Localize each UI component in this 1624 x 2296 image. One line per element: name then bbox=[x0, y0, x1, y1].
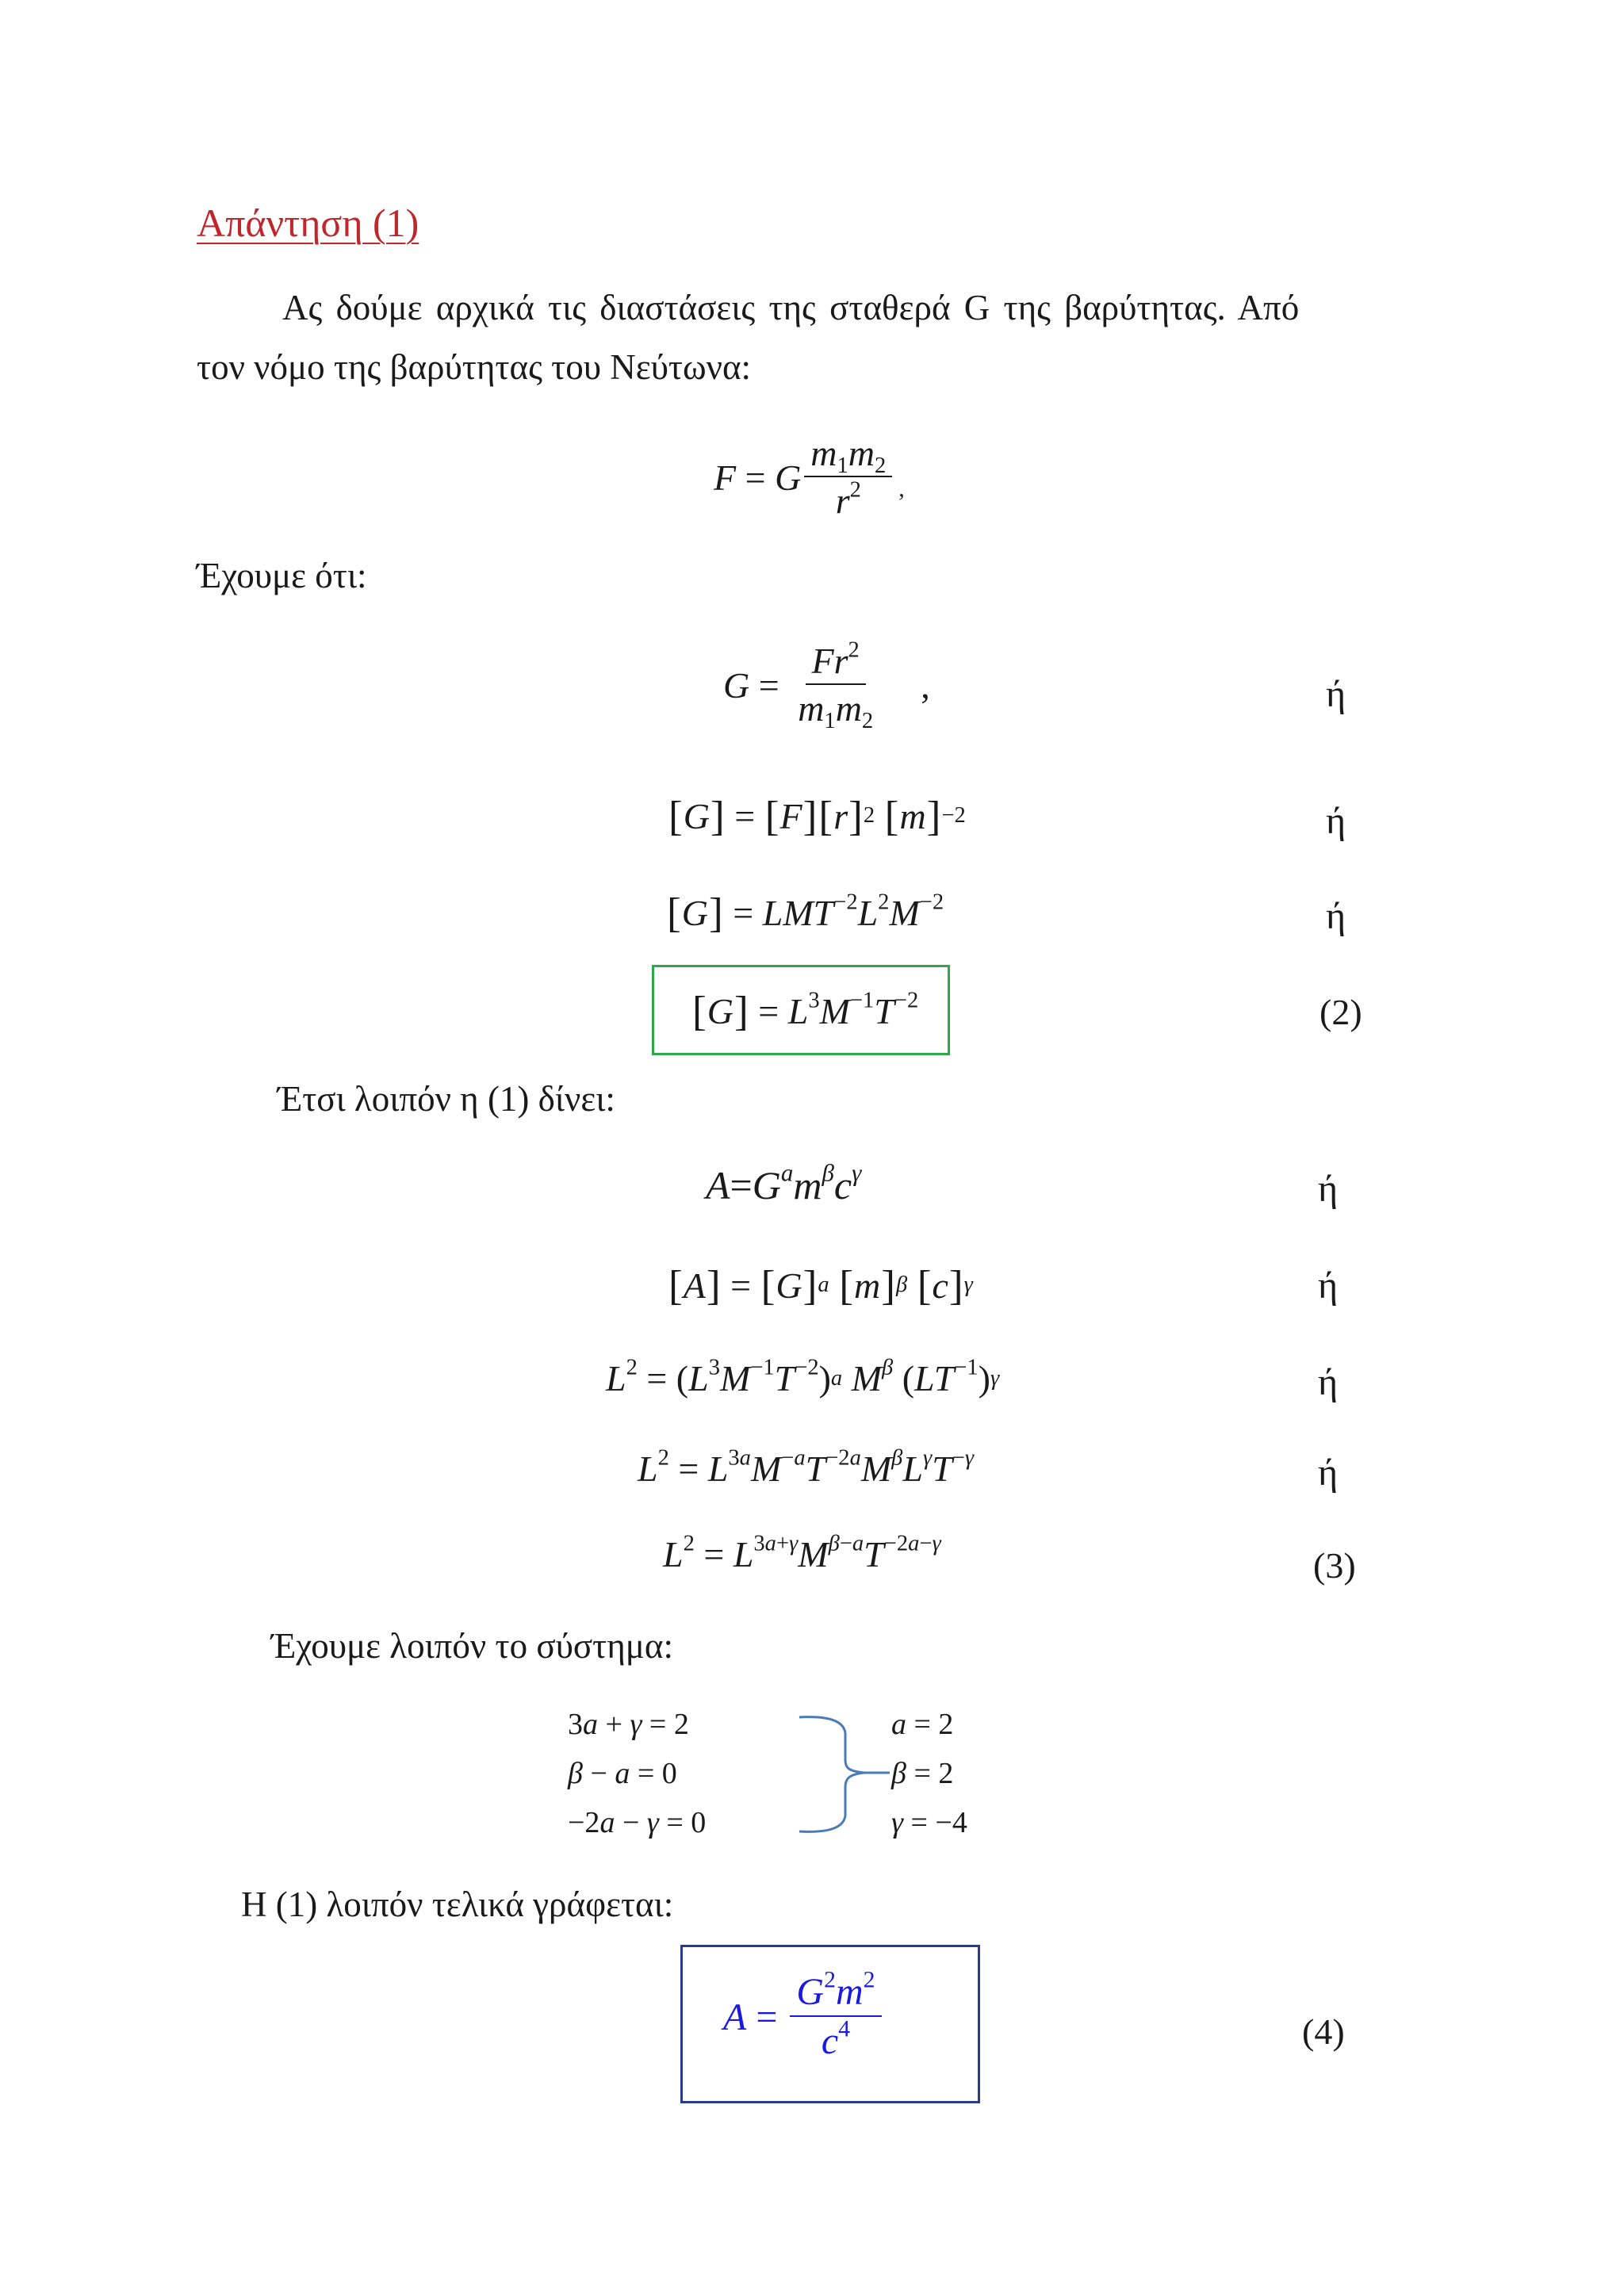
echoume-systima-text: Έχουμε λοιπόν το σύστημα: bbox=[271, 1626, 673, 1666]
intro-line-2: τον νόμο της βαρύτητας του Νεύτωνα: bbox=[197, 347, 752, 387]
connector-or-5: ή bbox=[1318, 1265, 1339, 1307]
system-eq-3: −2a − γ = 0 bbox=[568, 1806, 707, 1839]
section-heading: Απάντηση (1) bbox=[197, 201, 419, 245]
connector-or-7: ή bbox=[1318, 1452, 1339, 1494]
connector-or-6: ή bbox=[1318, 1361, 1339, 1403]
equation-g-expression: G = $\frac{Fr^2}{m_1m_2}$ , bbox=[723, 637, 930, 734]
solution-a: a = 2 bbox=[891, 1708, 954, 1741]
solution-gamma: γ = −4 bbox=[891, 1806, 967, 1839]
equation-tag-4: (4) bbox=[1302, 2011, 1345, 2052]
equation-l-squared-2: $L^2$ = $L^{3a}M^{-a}T^{-2a}M^\beta L^\gamma T^{-\gamma}$ bbox=[638, 1445, 975, 1489]
equation-l-squared-3: $L^2$ = $L^{3a+\gamma}M^{\beta-a}T^{-2a-\gamma}$ bbox=[663, 1531, 941, 1575]
connector-or-1: ή bbox=[1326, 673, 1346, 715]
system-eq-1: 3a + γ = 2 bbox=[568, 1708, 689, 1741]
system-eq-2: β − a = 0 bbox=[568, 1757, 677, 1790]
equation-g-dimensions-1: [ G ] = [ F ] [ r ] 2 [ m ] −2 bbox=[668, 792, 966, 840]
equation-l-squared-1: $L^2$ = ( $L^3M^{-1}T^{-2}$ ) a $M^\beta$ ( $LT^{-1}$ ) γ bbox=[606, 1355, 1000, 1399]
equation-tag-2: (2) bbox=[1320, 992, 1362, 1032]
connector-or-3: ή bbox=[1326, 895, 1346, 937]
system-brace bbox=[793, 1712, 904, 1839]
equation-newton-law: F = G $\frac{m_1m_2}{r^2}$ , bbox=[714, 433, 905, 522]
equation-final-result: A = $\frac{G^2m^2}{c^4}$ bbox=[723, 1973, 885, 2062]
equation-tag-3: (3) bbox=[1313, 1545, 1356, 1586]
equation-g-result: [ G ] = $L^3M^{-1}T^{-2}$ bbox=[692, 987, 919, 1035]
equation-a-expression: A = $G^am^\beta c^\gamma$ bbox=[706, 1158, 862, 1207]
etsi-loipon-text: Έτσι λοιπόν η (1) δίνει: bbox=[278, 1079, 615, 1119]
echoume-oti-text: Έχουμε ότι: bbox=[197, 556, 367, 595]
intro-line-1: Ας δούμε αρχικά τις διαστάσεις της σταθερά G της βαρύτητας. Από bbox=[282, 288, 1300, 327]
system-left-column bbox=[568, 1700, 706, 1847]
equation-a-dimensions: [ A ] = [ G ] a [ m ] β [ c ] γ bbox=[668, 1261, 973, 1309]
equation-g-dimensions-2: [ G ] = $LMT^{-2}L^2M^{-2}$ bbox=[667, 889, 944, 936]
solution-beta: β = 2 bbox=[891, 1757, 954, 1790]
connector-or-4: ή bbox=[1318, 1168, 1339, 1210]
connector-or-2: ή bbox=[1326, 800, 1346, 842]
i1-telika-text: Η (1) λοιπόν τελικά γράφεται: bbox=[241, 1885, 674, 1924]
system-right-column bbox=[891, 1700, 967, 1847]
